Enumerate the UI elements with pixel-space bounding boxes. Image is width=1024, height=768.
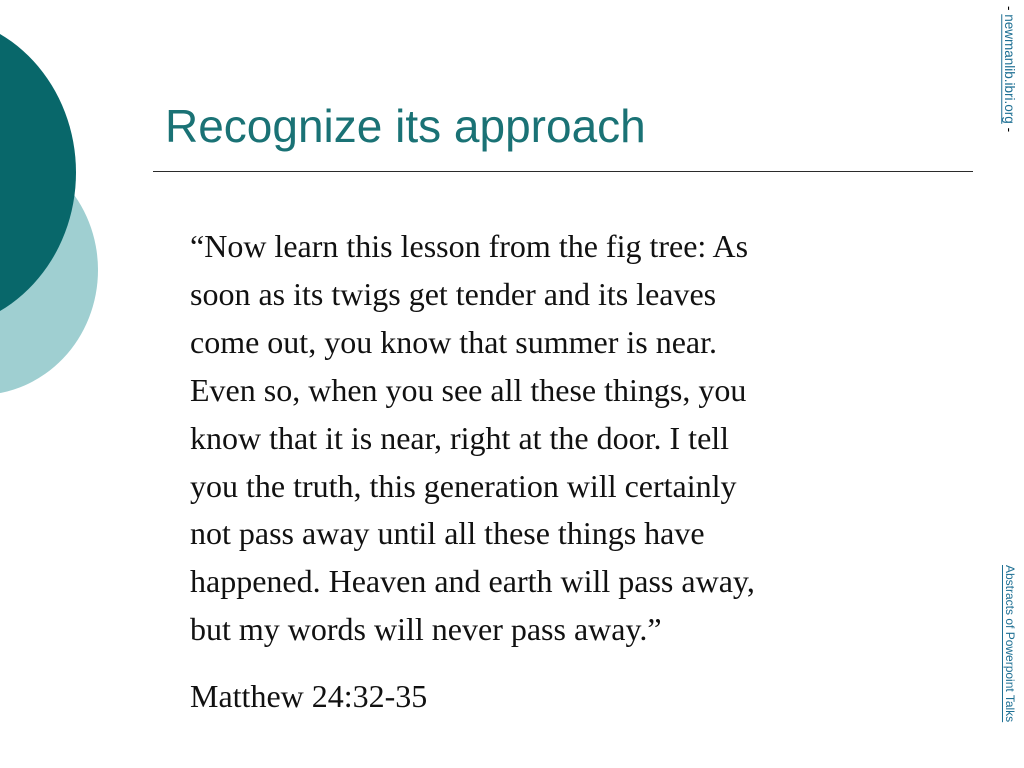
slide-title: Recognize its approach — [165, 100, 646, 152]
site-link[interactable]: newmanlib.ibri.org — [1002, 14, 1017, 124]
site-link-prefix: - — [1002, 6, 1017, 15]
title-divider — [153, 171, 973, 172]
site-link-container — [1000, 6, 1018, 172]
scripture-reference: Matthew 24:32-35 — [190, 678, 428, 714]
site-link-suffix: - — [1002, 123, 1017, 133]
scripture-quote: “Now learn this lesson from the fig tree: As soon as its twigs get tender and its leaves come out, you know that summer is near. Even so, when you see all these things, you know that it is near, right at the door. I tell you the truth, this generation will certainly not pass away until all these things have happened. Heaven and earth will pass away, but my words will never pass away.” — [190, 228, 755, 648]
abstracts-link[interactable]: Abstracts of Powerpoint Talks — [1003, 565, 1017, 723]
